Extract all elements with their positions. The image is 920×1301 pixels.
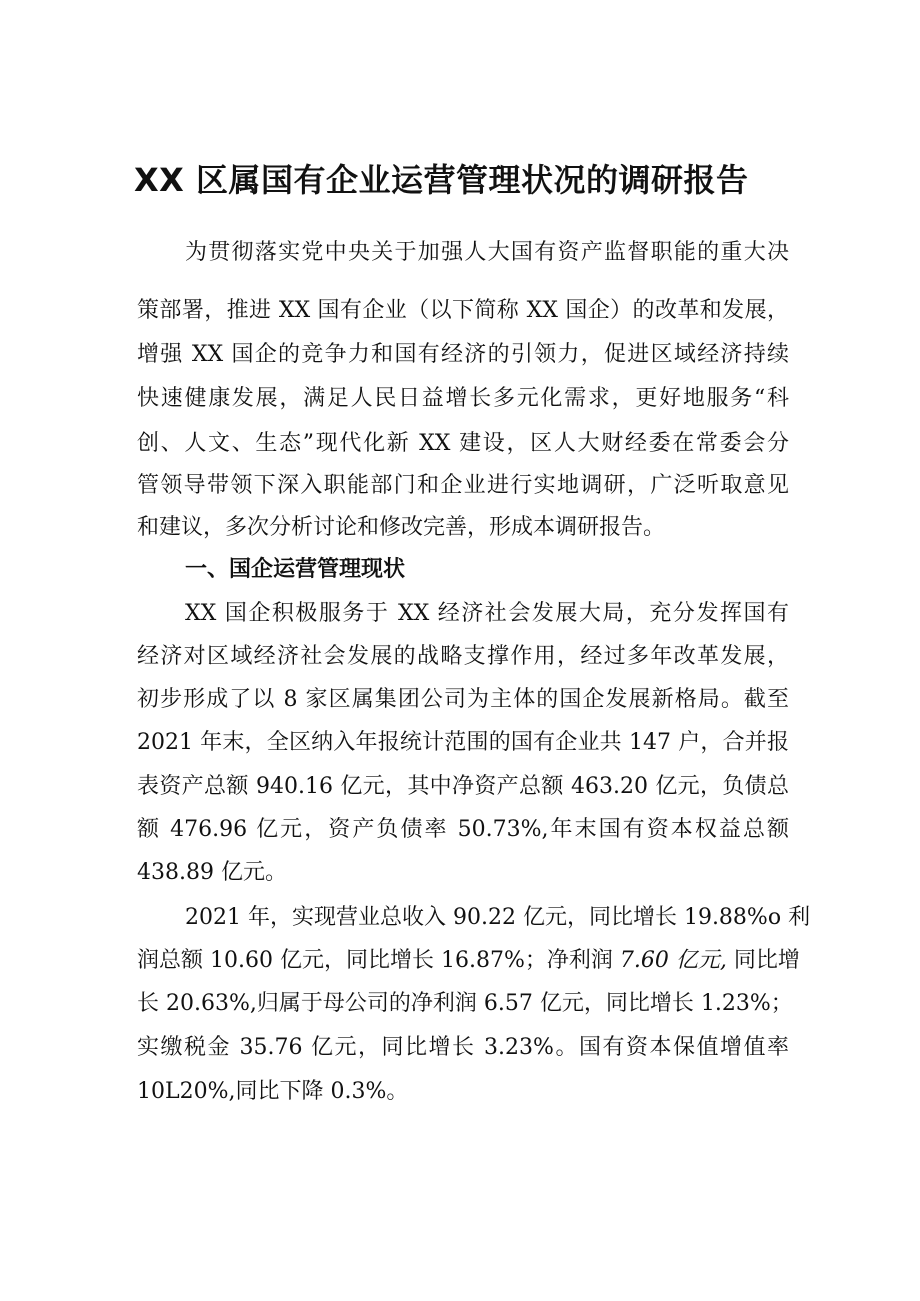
- paragraph-1-line-7: 和建议，多次分析讨论和修改完善，形成本调研报告。: [137, 515, 666, 540]
- paragraph-1-line-5: 创、人文、生态”现代化新 XX 建设，区人大财经委在常委会分: [137, 431, 789, 456]
- document-title: XX 区属国有企业运营管理状况的调研报告: [134, 161, 749, 199]
- paragraph-3-line-5: 10L20%,同比下降 0.3%。: [137, 1079, 409, 1104]
- paragraph-3-line-2-after: 同比增: [726, 948, 800, 973]
- paragraph-2-line-4: 2021 年末，全区纳入年报统计范围的国有企业共 147 户，合并报: [137, 730, 789, 755]
- paragraph-3-line-2-before: 润总额 10.60 亿元，同比增长 16.87%；净利润: [137, 948, 620, 973]
- paragraph-1-line-2: 策部署，推进 XX 国有企业（以下简称 XX 国企）的改革和发展，: [137, 298, 789, 323]
- paragraph-3-line-1: 2021 年，实现营业总收入 90.22 亿元，同比增长 19.88%o 利: [185, 905, 811, 930]
- net-profit-italic-value: 7.60 亿元,: [619, 948, 727, 973]
- paragraph-2-line-1: XX 国企积极服务于 XX 经济社会发展大局，充分发挥国有: [185, 601, 789, 626]
- paragraph-1-line-6: 管领导带领下深入职能部门和企业进行实地调研，广泛听取意见: [137, 473, 789, 498]
- paragraph-2-line-3: 初步形成了以 8 家区属集团公司为主体的国企发展新格局。截至: [137, 687, 789, 712]
- paragraph-3-line-4: 实缴税金 35.76 亿元，同比增长 3.23%。国有资本保值增值率: [137, 1035, 789, 1060]
- paragraph-2-line-6: 额 476.96 亿元，资产负债率 50.73%,年末国有资本权益总额: [137, 817, 789, 842]
- paragraph-2-line-2: 经济对区域经济社会发展的战略支撑作用，经过多年改革发展，: [137, 644, 789, 669]
- paragraph-1-line-4: 快速健康发展，满足人民日益增长多元化需求，更好地服务“科: [137, 386, 789, 411]
- paragraph-1-line-1: 为贯彻落实党中央关于加强人大国有资产监督职能的重大决: [185, 240, 789, 265]
- paragraph-2-line-5: 表资产总额 940.16 亿元，其中净资产总额 463.20 亿元，负债总: [137, 774, 789, 799]
- paragraph-2-line-7: 438.89 亿元。: [137, 860, 287, 885]
- paragraph-3-line-2: [137, 944, 800, 978]
- paragraph-3-line-3: 长 20.63%,归属于母公司的净利润 6.57 亿元，同比增长 1.23%；: [137, 991, 793, 1016]
- section-1-heading: 一、国企运营管理现状: [185, 557, 406, 582]
- paragraph-1-line-3: 增强 XX 国企的竞争力和国有经济的引领力，促进区域经济持续: [137, 342, 789, 367]
